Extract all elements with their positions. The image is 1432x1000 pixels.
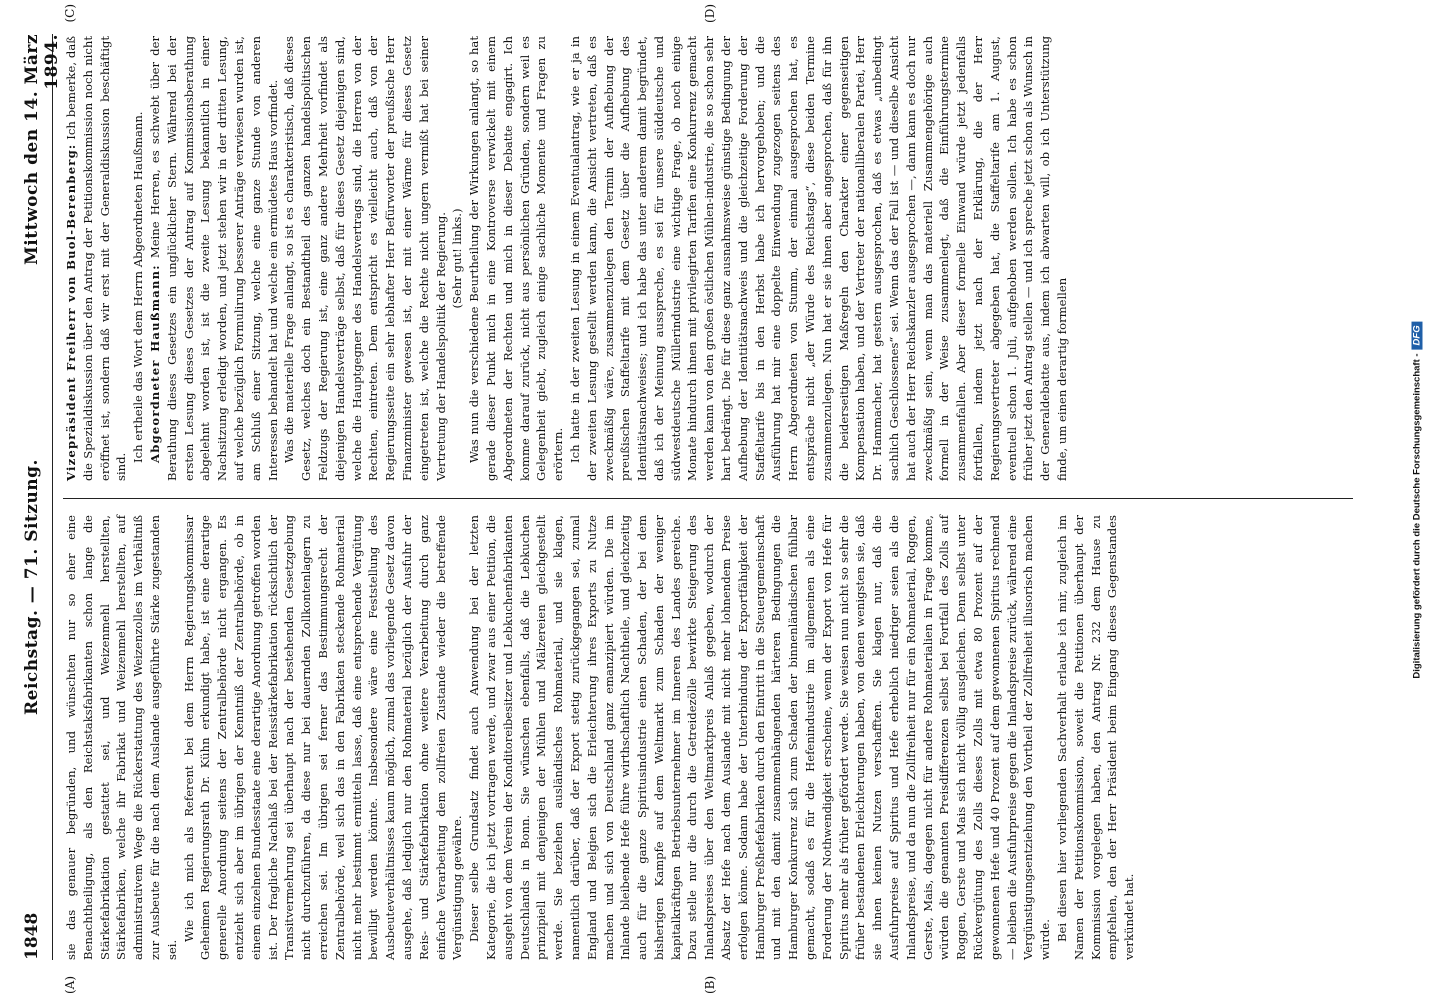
speaker-name: Vizepräsident Freiherr von Buol-Berenberg:: [64, 143, 78, 481]
applause-note: (Sehr gut! links.): [450, 208, 465, 309]
text-columns: [63, 4, 1353, 994]
left-paragraph: Dieser selbe Grundsatz findet auch Anwendung bei der letzten Kategorie, die ich jetzt vortragen werde, und zwar aus einer Petition, die ausgeht von dem Verein der Konditoreibesitzer und Lebkuchenfabrikanten Deutschlands in Bonn. Sie wünschen ebenfalls, daß die Lebkuchen prinzipiell mit denjenigen der Mühlen und Mälzereien gleichgestellt werde. Sie beziehen ausländisches Rohmaterial, und sie klagen, namentlich darüber, daß der Export stetig zurückgegangen sei, zumal England und Belgien sich die Erleichterung ihres Exports zu Nutze machen und sich von Deutschland ganz emanzipiert würden. Die im Inlande bleibende Hefe führe wirthschaftlich Nachtheile, und gleichzeitig auch für die ganze Spiritusindustrie einen Schaden, der bei dem bisherigen Kampfe auf dem Weltmarkt zum Schaden der weniger kapitalkräftigen Betriebsunternehmer im Inneren des Landes gereiche. Dazu stelle nur die durch die Getreidezölle bewirkte Steigerung des Inlandspreises über den Weltmarktpreis Anlaß gegeben, wodurch der Absatz der Hefe nach dem Auslande mit nicht mehr lohnendem Preise erfolgen könne. Sodann habe der Unterbindung der Exportfähigkeit der Hamburger Preßhefefabriken durch den Eintritt in die Steuergemeinschaft und mit den damit zusammenhängenden härteren Bedingungen die Hamburger Konkurrenz sich zum Schaden der binnenländischen fühlbar gemacht, sodaß es für die Hefenindustrie im allgemeinen als eine Forderung der Nothwendigkeit erscheine, wenn der Export von Hefe für Spiritus mehr als früher gefördert werde. Sie weisen nun nicht so sehr die früher bestandenen Erleichterungen haben, von denen wenigsten sie, daß sie ihnen keinen Nutzen verschafften. Sie klagen nur, daß die Ausfuhrpreise auf Spiritus und Hefe erheblich niedriger seien als die Inlandspreise, und da nun die Zollfreiheit nur für ein Rohmaterial, Roggen, Gerste, Mais, dagegen nicht für andere Rohmaterialien in Frage komme, würden die genannten Preisdifferenzen selbst bei Fortfall des Zolls auf Roggen, Gerste und Mais sich nicht völlig ausgleichen. Denn selbst unter Rückvergütung des Zolls dieses Zolls mit etwa 80 Prozent auf der gewonnenen Hefe und 40 Prozent auf dem gewonnenen Spiritus rechnend — bleiben die Ausfuhrpreise gegen die Inlandspreise zurück, während eine Vergünstigungsentziehung den Vortheil der Zollfreiheit illusorisch machen würde.: [467, 515, 1053, 960]
left-paragraph: Bei diesen hier vorliegenden Sachverhalt erlaube ich mir, zugleich im Namen der Petitionskommission, soweit die Petitionen überhaupt der Kommission vorgelegen haben, den Antrag Nr. 232 dem Hause zu empfehlen, den der Herr Präsident beim Eingang dieses Gegenstandes verkündet hat.: [1055, 515, 1137, 960]
speech-text: Meine Herren, es schwebt über der Berathung dieses Gesetzes ein unglücklicher Stern. Während bei der ersten Lesung dieses Gesetzes der Antrag auf Kommissionsberathung abgelehnt worden ist, ist die zweite Lesung bekanntlich in einer Nachsitzung erledigt worden, und jetzt stehen wir in der dritten Lesung, auf welche bezüglich Formulirung besserer Anträge verwiesen wurden ist, am Schluß einer Sitzung, welche eine ganze Stunde von anderen Interessen behandelt hat und welche ein ermüdetes Haus vorfindet.: [147, 35, 280, 481]
left-paragraph: sie das genauer begründen, und wünschten nur so eher eine Benachtheiligung, als den Reichstaksfabrikanten schon lange die Stärkefabrikation gestattet sei, und Weizenmehl herstellten, Stärkefabriken, welche ihr Fabrikat und Weizenmehl herstellten, auf administrativem Wege die Rückerstattung des Weizenzolles im Verhältniß zur Ausbeute für die nach dem Auslande ausgeführte Stärke zugestanden sei.: [64, 515, 179, 960]
page-header: [22, 34, 62, 960]
dfg-logo: DFG: [1412, 321, 1423, 349]
margin-marker-b: (B): [703, 975, 717, 994]
right-paragraph: Ich hatte in der zweiten Lesung in einem Eventualantrag, wie er ja in der zweiten Lesung gestellt werden kann, die Ansicht vertreten, daß es zweckmäßig wäre, zusammenzulegen den Termin der Aufhebung der preußischen Staffeltarife mit dem Gesetz über die Aufhebung des Identitätsnachweises; und ich habe das unter anderem damit begründet, daß ich der Meinung ausspreche, es sei für unsere süddeutsche und südwestdeutsche Müllerindustrie eine wichtige Frage, ob noch einige Monate hindurch ihnen mit privilegirten Tarifen eine Konkurrenz gemacht werden kann von den großen östlichen Mühlen-industrie, die so schon sehr hart bedrängt. Die für diese ganz ausnahmsweise günstige Bedingung der Aufhebung der Identitätsnachweis und die gleichzeitige Forderung der Staffeltarife bis in den Herbst habe ich hervorgehoben; und die Ausführung hat mir eine doppelte Einwendung zugezogen seitens des Herrn Abgeordneten von Stumm, der einmal ausgesprochen hat, es entspräche nicht „der Würde des Reichstags“, diese beiden Termine zusammenzulegen. Nun hat er sie ihnen aber angesprochen, daß für ihn die beiderseitigen Maßregeln den Charakter einer gegenseitigen Kompensation haben, und der Vertreter der nationalliberalen Partei, Herr Dr. Hammacher, hat gestern ausgesprochen, daß es etwas „unbedingt sachlich Geschlossenes“ sei. Wenn das der Fall ist — und dieselbe Ansicht hat auch der Herr Reichskanzler ausgesprochen —, dann kann es doch nur zweckmäßig sein, wenn man das materiell Zusammengehörige auch formell in der Weise zusammenlegt, daß die Einführungstermine zusammenfallen. Aber dieser formelle Einwand würde jetzt jedenfalls fortfallen, indem jetzt nach der Erklärung, die der Herr Regierungsvertreter abgegeben hat, die Staffeltarife am 1. August, eventuell schon 1. Juli, aufgehoben werden sollen. Ich habe es schon früher jetzt den Antrag stellen — und ich spreche jetzt schon als Wunsch in der Generaldebatte aus, indem ich abwarten will, ob ich Unterstützung finde, um einen derartig formellen: [567, 36, 1070, 481]
session-title: Reichstag. — 71. Sitzung.: [22, 459, 42, 715]
footer-credit: Digitalisierung gefördert durch die Deutsche Forschungsgemeinschaft -: [1411, 353, 1423, 679]
left-column: [63, 515, 1353, 960]
footer-text: [1412, 321, 1423, 678]
column-divider: [63, 481, 1353, 515]
speech-text: Ich bemerke, daß die Spezialdiskussion über den Antrag der Petitionskommission noch nicht eröffnet ist, sondern daß wir erst mit der Generaldiskussion beschäftigt sind.: [64, 35, 129, 481]
margin-marker-d: (D): [703, 4, 717, 23]
right-paragraph: Ich ertheile das Wort dem Herrn Abgeordneten Haußmann.: [131, 111, 146, 463]
session-date: Mittwoch den 14. März 1894.: [22, 34, 62, 266]
margin-marker-a: (A): [63, 975, 77, 994]
right-paragraph: Was nun die verschiedene Beurtheilung der Wirkungen anlangt, so hat gerade dieser Punkt mich in eine Kontroverse verwickelt mit einem Abgeordneten der Rechten und mich in dieser Debatte engagirt. Ich komme darauf zurück, nicht aus persönlichen Gründen, sondern weil es Gelegenheit giebt, zugleich einige sachliche Momente und Fragen zu erörtern.: [467, 36, 566, 481]
speech-haussmann: [147, 36, 281, 481]
speaker-name: Abgeordneter Haußmann:: [147, 264, 162, 463]
page-number: 1848: [22, 912, 42, 960]
margin-marker-c: (C): [63, 4, 77, 23]
speech-vizepraesident: [63, 36, 130, 481]
left-paragraph: Wie ich mich als Referent bei dem Herrn Regierungskommissar Geheimen Regierungsrath Dr. Kühn erkundigt habe, ist eine derartige generelle Anordnung seitens der Zentralbehörde nicht ergangen. Es entzieht sich aber im übrigen der Kenntniß der Zentralbehörde, ob in einem einzelnen Bundesstaate eine derartige Anordnung getroffen worden ist. Der fragliche Nachlaß bei der Reisstärkefabrikation rücksichtlich der Transitvermehrung sei überhaupt nach der bestehenden Gesetzgebung nicht durchzuführen, da diese nur bei dauernden Zollkontenlagern zu erreichen sei. Im übrigen sei ferner das Bestimmungsrecht der Zentralbehörde, weil sich das in den Fabrikaten steckende Rohmaterial nicht mehr bestimmt ermitteln lasse, daß eine entsprechende Vergütung bewilligt werden könnte. Insbesondere wäre eine Feststellung des Ausbeuteverhältnisses kaum möglich, zumal das vorliegende Gesetz davon ausgehe, daß lediglich nur den Rohmaterial bezüglich der Ausfuhr der Reis- und Stärkefabrikation ohne weitere Verarbeitung durch ganz einfache Verarbeitung dem zollfreien Zustande wieder die betreffende Vergünstigung gewähre.: [181, 515, 465, 960]
right-column: [63, 36, 1353, 481]
dfg-footer: [1404, 0, 1430, 1000]
right-paragraph: Was die materielle Frage anlangt, so ist es charakteristisch, daß dieses Gesetz, welches doch ein Bestandtheil des ganzen handelspolitischen Feldzugs der Regierung ist, eine ganz andere Mehrheit vorfindet als diejenigen Handelsverträge selbst, daß für dieses Gesetz diejenigen sind, welche die Hauptgegner des Handelsvertrags sind, die Herren von der Rechten, eintreten. Dem entspricht es vielleicht auch, daß von der Regierungsseite ein sehr lebhafter Herr Befürworter der preußische Herr Finanzminister gewesen ist, der mit einer Wärme für dieses Gesetz eingetreten ist, welche die Rechte nicht ungern vermißt hat bei seiner Vertretung der Handelspolitik der Regierung.: [282, 36, 448, 481]
